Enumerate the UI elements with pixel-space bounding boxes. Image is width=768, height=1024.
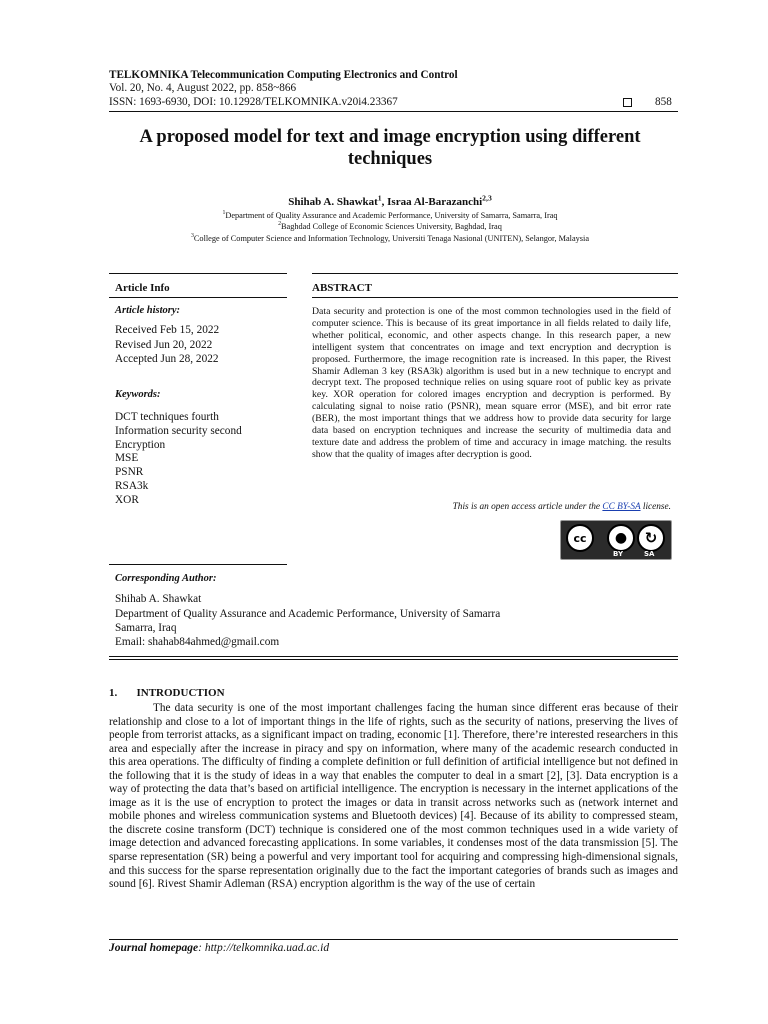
introduction-paragraph: The data security is one of the most important challenges facing the human since different eras because of their relationship and close to a lot of important things in the life of rights, such as the security of nations, preserving the lives of people from terrorist attacks, as a significant impact on trading, economic [1]. Therefore, there’re interested researchers in this area and especially after the increase in piracy and spy on information, where many of the academic research conducted in this area operations. The difficulty of finding a complete definition or full definition of artificial intelligence but not defined in the following that it is the study of ideas in a way that enables the computer to deal in a smart [2], [3]. Data encryption is a way of protecting the data that’s based on artificial intelligence. The encryption is necessary in the internet applications of the image as it is the use of encryption to protect the images or data in transit across networks such as (network internet and mobile phones and wireless communication systems and Bluetooth devices) [4]. Because of its ability to compressed steam, the discrete cosine transform (DCT) technique is considered one of the most common techniques used in a wide variety of image detection and advanced forecasting applications. In some variables, it condenses most of the data transmission [5]. The sparse representation (SR) being a powerful and very important tool for acquiring and compressing high-dimensional signals, and this success for the sparse representation originally due to the fact the important categories of brands such as images and sound [6]. Rivest Shamir Adleman (RSA) encryption algorithm is the way of the use of certain bbox=[109, 702, 678, 891]
share-alike-icon: ↻ bbox=[637, 524, 665, 552]
history-heading: Article history: bbox=[115, 305, 181, 316]
author-sup: 1 bbox=[377, 193, 382, 203]
keyword-item: Encryption bbox=[115, 438, 166, 451]
corresponding-dept: Department of Quality Assurance and Academic Performance, University of Samarra bbox=[115, 608, 501, 620]
issn-doi: ISSN: 1693-6930, DOI: 10.12928/TELKOMNIKA.v20i4.23367 bbox=[109, 96, 398, 108]
keyword-item: MSE bbox=[115, 452, 139, 465]
header-rule bbox=[109, 111, 678, 112]
cc-icon: cc bbox=[566, 524, 594, 552]
keyword-item: Information security second bbox=[115, 424, 242, 437]
affiliation: $^3$College of Computer Science and Information Technology, Universiti Tenaga Nasional (UNITEN), Selangor, Malaysia bbox=[190, 233, 590, 243]
homepage-url[interactable]: http://telkomnika.uad.ac.id bbox=[204, 942, 330, 954]
sa-label: SA bbox=[644, 550, 655, 558]
author-line bbox=[100, 193, 680, 208]
abstract-text: Data security and protection is one of the most common technologies used in the field of computer science. This is because of its great importance in all fields related to daily life, whether political, economic, and other aspects change. In this research paper, a new intelligent system that concentrates on image and text encryption and decryption is proposed. Furthermore, the image recognition rate is increased. In this paper, the Rivest Shamir Adleman 3 key (RSA3k) algorithm is used but in a new technique to encrypt and decrypt text. The proposed technique relies on using square root of public key as private key. XOR operation for colored images encryption and decryption is performed. By calculating signal to noise ratio (PSNR), mean square error (MSE), and bit error rate (BER), the most important things that we address how to provide data security for large data based on encryption techniques and increase the security of multimedia data and texture date and address the problem of time and accuracy in image matching. the results show that the quality of images after decryption is good. bbox=[312, 306, 671, 460]
abstract-heading: ABSTRACT bbox=[312, 282, 372, 294]
license-link[interactable]: CC BY-SA bbox=[602, 502, 641, 512]
received-date: Received Feb 15, 2022 bbox=[115, 324, 220, 336]
abstract-top-rule bbox=[312, 273, 678, 274]
paper-title: A proposed model for text and image encryption using different techniques bbox=[139, 127, 641, 169]
keywords-list bbox=[115, 411, 242, 508]
by-label: BY bbox=[613, 550, 624, 558]
keyword-item: XOR bbox=[115, 493, 139, 506]
page-number: 858 bbox=[655, 96, 672, 108]
affiliation: $^1$Department of Quality Assurance and Academic Performance, University of Samarra, Samarra, Iraq bbox=[222, 210, 558, 220]
author-name: Shihab A. Shawkat bbox=[288, 196, 378, 208]
volume-info: Vol. 20, No. 4, August 2022, pp. 858~866 bbox=[109, 82, 297, 94]
person-icon: ● bbox=[607, 524, 635, 552]
keyword-item: PSNR bbox=[115, 466, 144, 479]
corresponding-city: Samarra, Iraq bbox=[115, 622, 177, 634]
footer-rule bbox=[109, 939, 678, 940]
info-top-rule bbox=[109, 273, 287, 274]
accepted-date: Accepted Jun 28, 2022 bbox=[115, 353, 219, 365]
author-separator: , bbox=[381, 196, 388, 208]
cc-by-sa-badge[interactable] bbox=[560, 520, 672, 560]
keyword-item: RSA3k bbox=[115, 479, 149, 492]
journal-homepage: Journal homepage: http://telkomnika.uad.ac.id bbox=[109, 942, 330, 954]
corresponding-name: Shihab A. Shawkat bbox=[115, 593, 202, 605]
keywords-heading: Keywords: bbox=[115, 389, 161, 400]
corresponding-rule bbox=[109, 656, 678, 657]
corresponding-heading: Corresponding Author: bbox=[115, 573, 217, 584]
license-line: This is an open access article under the CC BY-SA license. bbox=[452, 502, 671, 512]
author-sup: 2,3 bbox=[482, 193, 492, 203]
author-name: Israa Al-Barazanchi bbox=[387, 196, 483, 208]
square-bullet-icon bbox=[623, 98, 632, 107]
info-heading-rule bbox=[109, 297, 287, 298]
journal-name: TELKOMNIKA Telecommunication Computing Electronics and Control bbox=[109, 69, 458, 81]
introduction-body bbox=[109, 702, 678, 892]
corresponding-rule-double bbox=[109, 659, 678, 660]
abstract-heading-rule bbox=[312, 297, 678, 298]
revised-date: Revised Jun 20, 2022 bbox=[115, 339, 213, 351]
article-info-heading: Article Info bbox=[115, 282, 170, 294]
corresponding-email[interactable]: Email: shahab84ahmed@gmail.com bbox=[115, 636, 280, 648]
affiliation: $^2$Baghdad College of Economic Sciences University, Baghdad, Iraq bbox=[278, 221, 502, 231]
keyword-item: DCT techniques fourth bbox=[115, 411, 219, 423]
introduction-heading: 1. INTRODUCTION bbox=[109, 687, 225, 699]
info-bottom-rule bbox=[109, 564, 287, 565]
